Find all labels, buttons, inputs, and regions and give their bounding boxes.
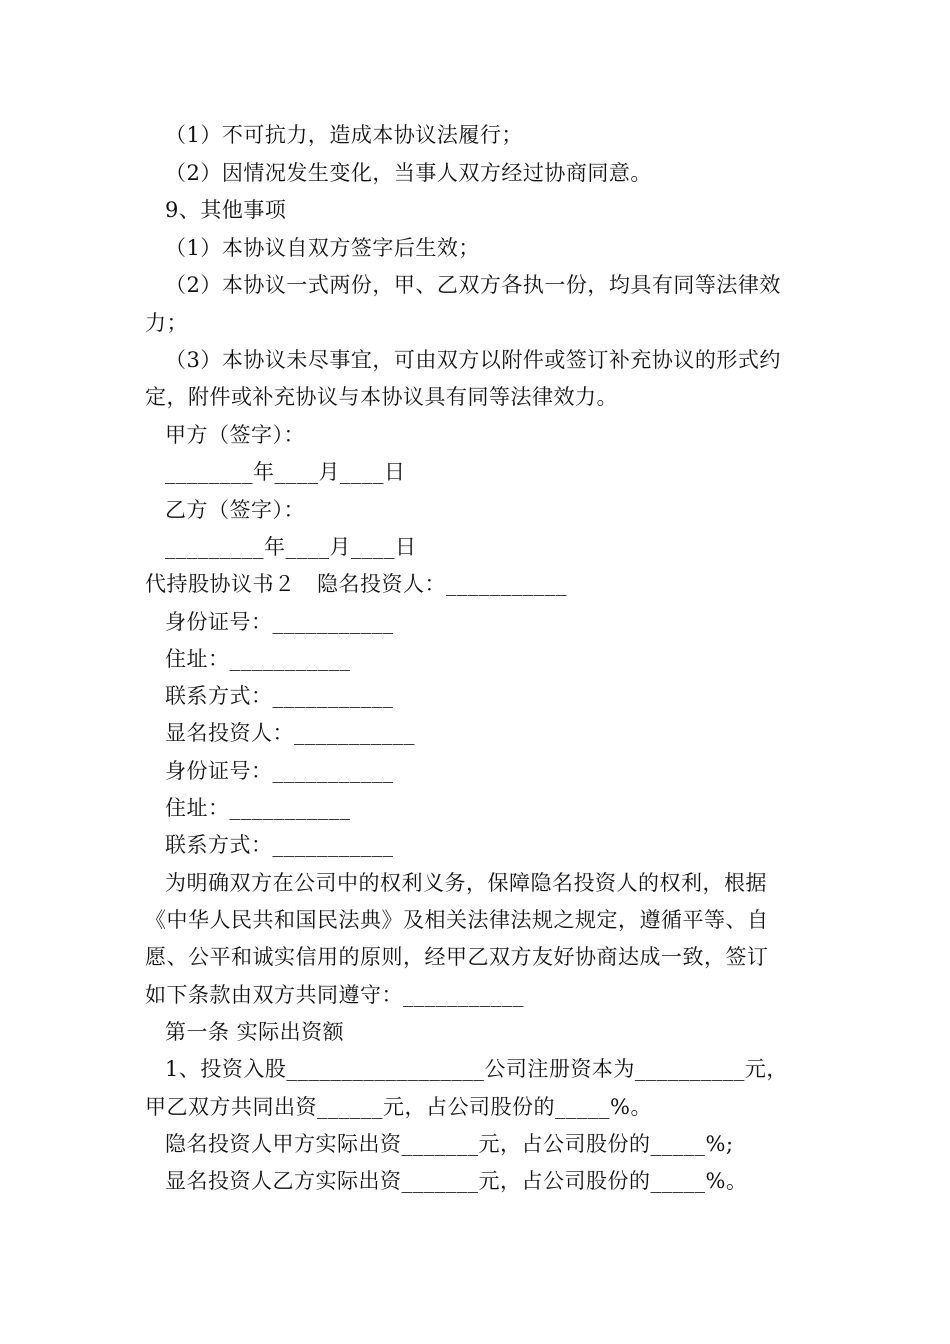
preamble-line-1: 为明确双方在公司中的权利义务，保障隐名投资人的权利，根据 — [165, 871, 767, 895]
party-a-date: ________年____月____日 — [165, 460, 406, 484]
hidden-investor-address: 住址：___________ — [165, 647, 351, 671]
clause-9-item-2: （2）本协议一式两份，甲、乙双方各执一份，均具有同等法律效 — [165, 273, 781, 297]
nominal-investor-id: 身份证号：___________ — [165, 759, 394, 783]
nominal-investor-contribution: 显名投资人乙方实际出资_______元，占公司股份的_____%。 — [165, 1169, 748, 1193]
hidden-investor-contribution: 隐名投资人甲方实际出资_______元，占公司股份的_____%; — [165, 1132, 734, 1156]
article-1-heading: 第一条 实际出资额 — [165, 1020, 345, 1044]
article-1-item-1: 1、投资入股__________________公司注册资本为__________元， — [165, 1057, 788, 1081]
clause-8-item-1: （1）不可抗力，造成本协议法履行； — [165, 123, 523, 147]
agreement-2-title: 代持股协议书２ 隐名投资人：___________ — [145, 572, 567, 596]
nominal-investor: 显名投资人：___________ — [165, 721, 415, 745]
clause-9-item-2-cont: 力； — [145, 311, 188, 335]
clause-9-item-1: （1）本协议自双方签字后生效； — [165, 236, 480, 260]
clause-9-item-3-cont: 定，附件或补充协议与本协议具有同等法律效力。 — [145, 385, 618, 409]
preamble-line-2: 《中华人民共和国民法典》及相关法律法规之规定，遵循平等、自 — [145, 908, 769, 932]
clause-9-item-3: （3）本协议未尽事宜，可由双方以附件或签订补充协议的形式约 — [165, 348, 781, 372]
preamble-line-4: 如下条款由双方共同遵守：___________ — [145, 983, 524, 1007]
party-a-signature: 甲方（签字）： — [165, 423, 305, 447]
nominal-investor-address: 住址：___________ — [165, 796, 351, 820]
party-b-date: _________年____月____日 — [165, 535, 417, 559]
hidden-investor-contact: 联系方式：___________ — [165, 684, 394, 708]
nominal-investor-contact: 联系方式：___________ — [165, 833, 394, 857]
preamble-line-3: 愿、公平和诚实信用的原则，经甲乙双方友好协商达成一致，签订 — [145, 945, 769, 969]
party-b-signature: 乙方（签字）： — [165, 498, 305, 522]
section-9-heading: 9、其他事项 — [165, 198, 287, 222]
article-1-item-1-cont: 甲乙双方共同出资______元，占公司股份的_____%。 — [145, 1095, 652, 1119]
clause-8-item-2: （2）因情况发生变化，当事人双方经过协商同意。 — [165, 161, 652, 185]
hidden-investor-id: 身份证号：___________ — [165, 610, 394, 634]
